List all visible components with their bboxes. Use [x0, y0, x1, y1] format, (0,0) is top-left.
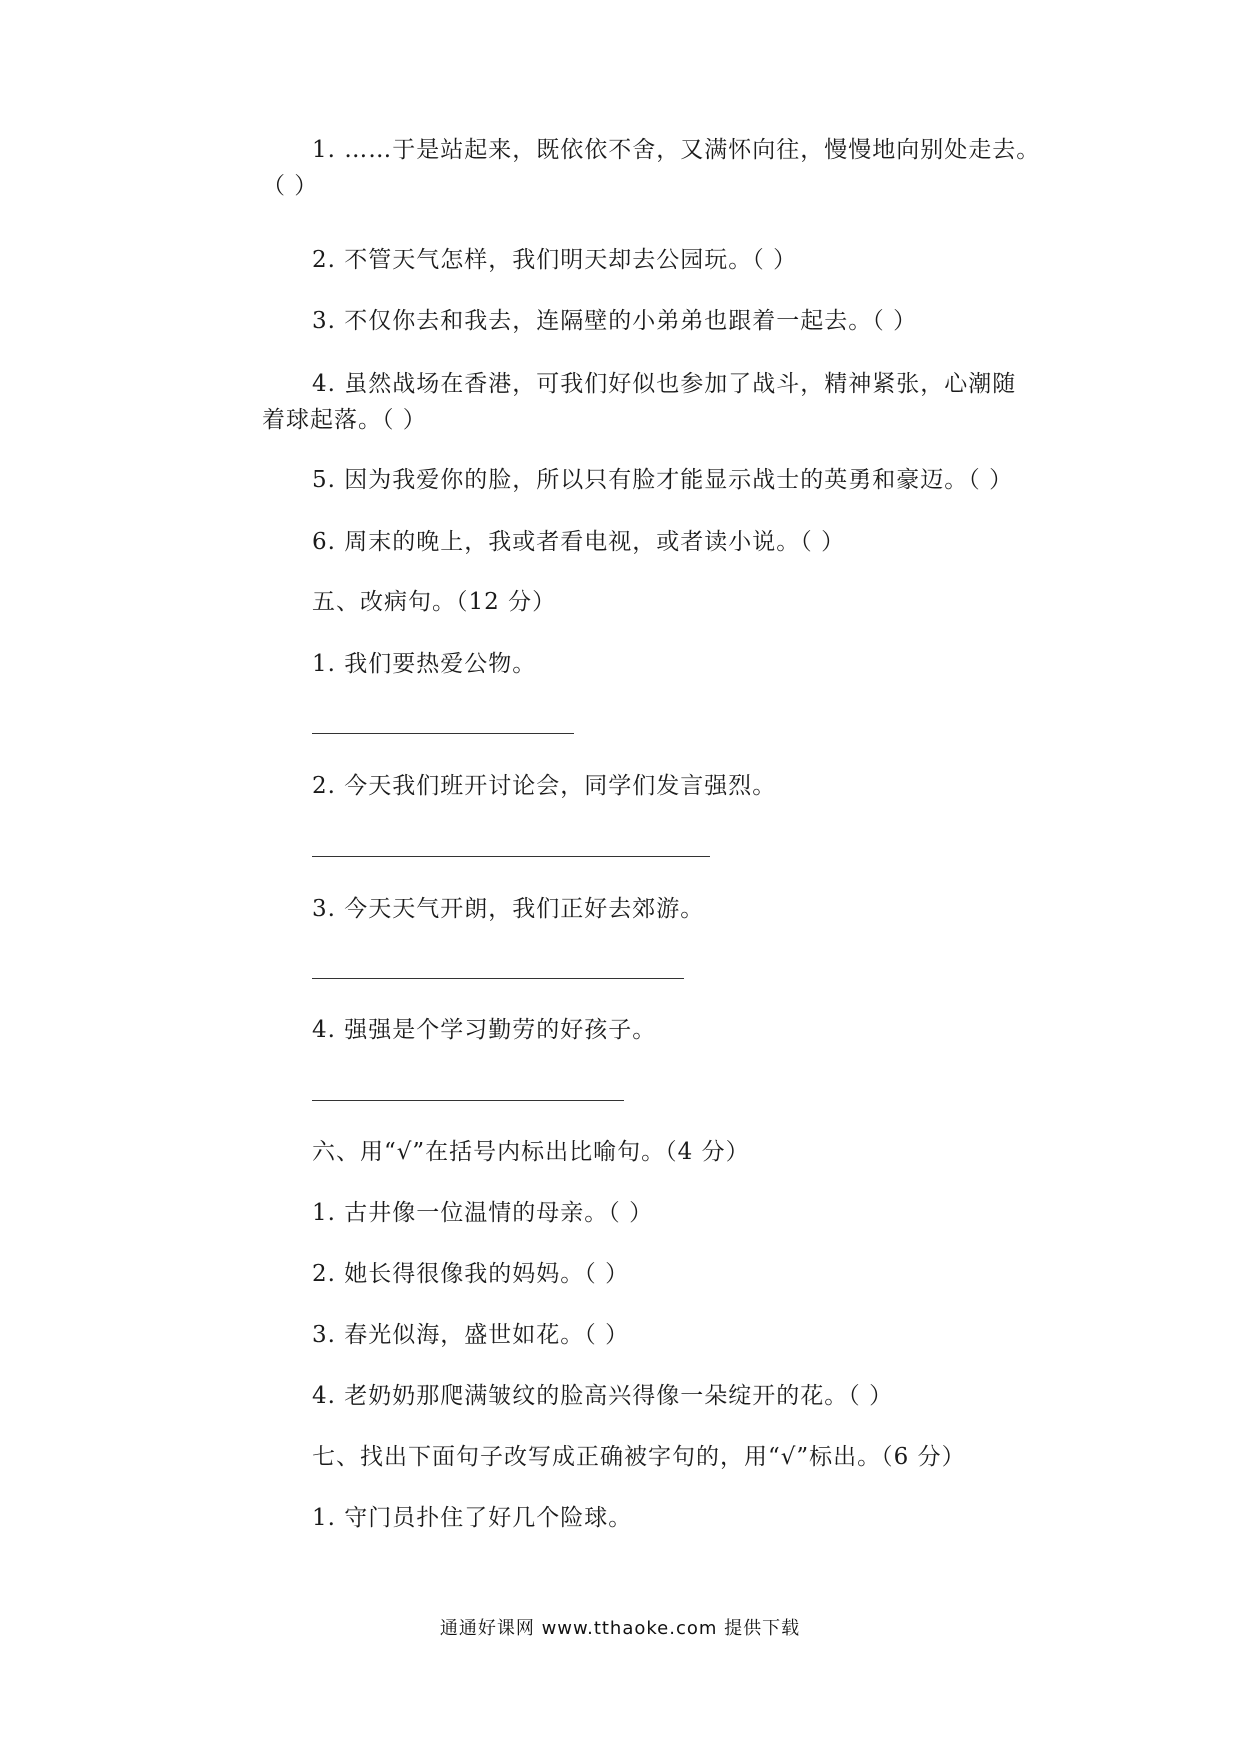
section6-item-4: 4. 老奶奶那爬满皱纹的脸高兴得像一朵绽开的花。（ ） [312, 1383, 894, 1409]
section6-heading: 六、用“√”在括号内标出比喻句。（4 分） [312, 1139, 750, 1165]
section4-item-5: 5. 因为我爱你的脸，所以只有脸才能显示战士的英勇和豪迈。（ ） [312, 467, 1014, 493]
section5-item-1: 1. 我们要热爱公物。 [312, 651, 537, 677]
section5-item-4: 4. 强强是个学习勤劳的好孩子。 [312, 1017, 657, 1043]
section5-item-3: 3. 今天天气开朗，我们正好去郊游。 [312, 896, 705, 922]
footer-credit: 通通好课网 www.tthaoke.com 提供下载 [439, 1618, 801, 1639]
section4-item-4-line2: 着球起落。（ ） [262, 407, 427, 433]
section4-item-6: 6. 周末的晚上，我或者看电视，或者读小说。（ ） [312, 529, 846, 555]
section5-answer-line-4[interactable] [312, 1100, 624, 1101]
section6-item-2: 2. 她长得很像我的妈妈。（ ） [312, 1261, 630, 1287]
section5-item-2: 2. 今天我们班开讨论会，同学们发言强烈。 [312, 773, 777, 799]
section4-item-1-line2: （ ） [262, 173, 319, 199]
section4-item-3: 3. 不仅你去和我去，连隔壁的小弟弟也跟着一起去。（ ） [312, 308, 918, 334]
section7-item-1: 1. 守门员扑住了好几个险球。 [312, 1505, 633, 1531]
section7-heading: 七、找出下面句子改写成正确被字句的，用“√”标出。（6 分） [312, 1444, 966, 1470]
section4-item-1-line1: 1. ……于是站起来，既依依不舍，又满怀向往，慢慢地向别处走去。 [312, 137, 1041, 163]
section6-item-3: 3. 春光似海，盛世如花。（ ） [312, 1322, 630, 1348]
section5-answer-line-3[interactable] [312, 978, 684, 979]
section6-item-1: 1. 古井像一位温情的母亲。（ ） [312, 1200, 654, 1226]
section5-answer-line-2[interactable] [312, 856, 710, 857]
section5-heading: 五、改病句。（12 分） [312, 589, 557, 615]
section4-item-2: 2. 不管天气怎样，我们明天却去公园玩。（ ） [312, 247, 798, 273]
section4-item-4-line1: 4. 虽然战场在香港，可我们好似也参加了战斗，精神紧张，心潮随 [312, 371, 1017, 397]
section5-answer-line-1[interactable] [312, 733, 574, 734]
